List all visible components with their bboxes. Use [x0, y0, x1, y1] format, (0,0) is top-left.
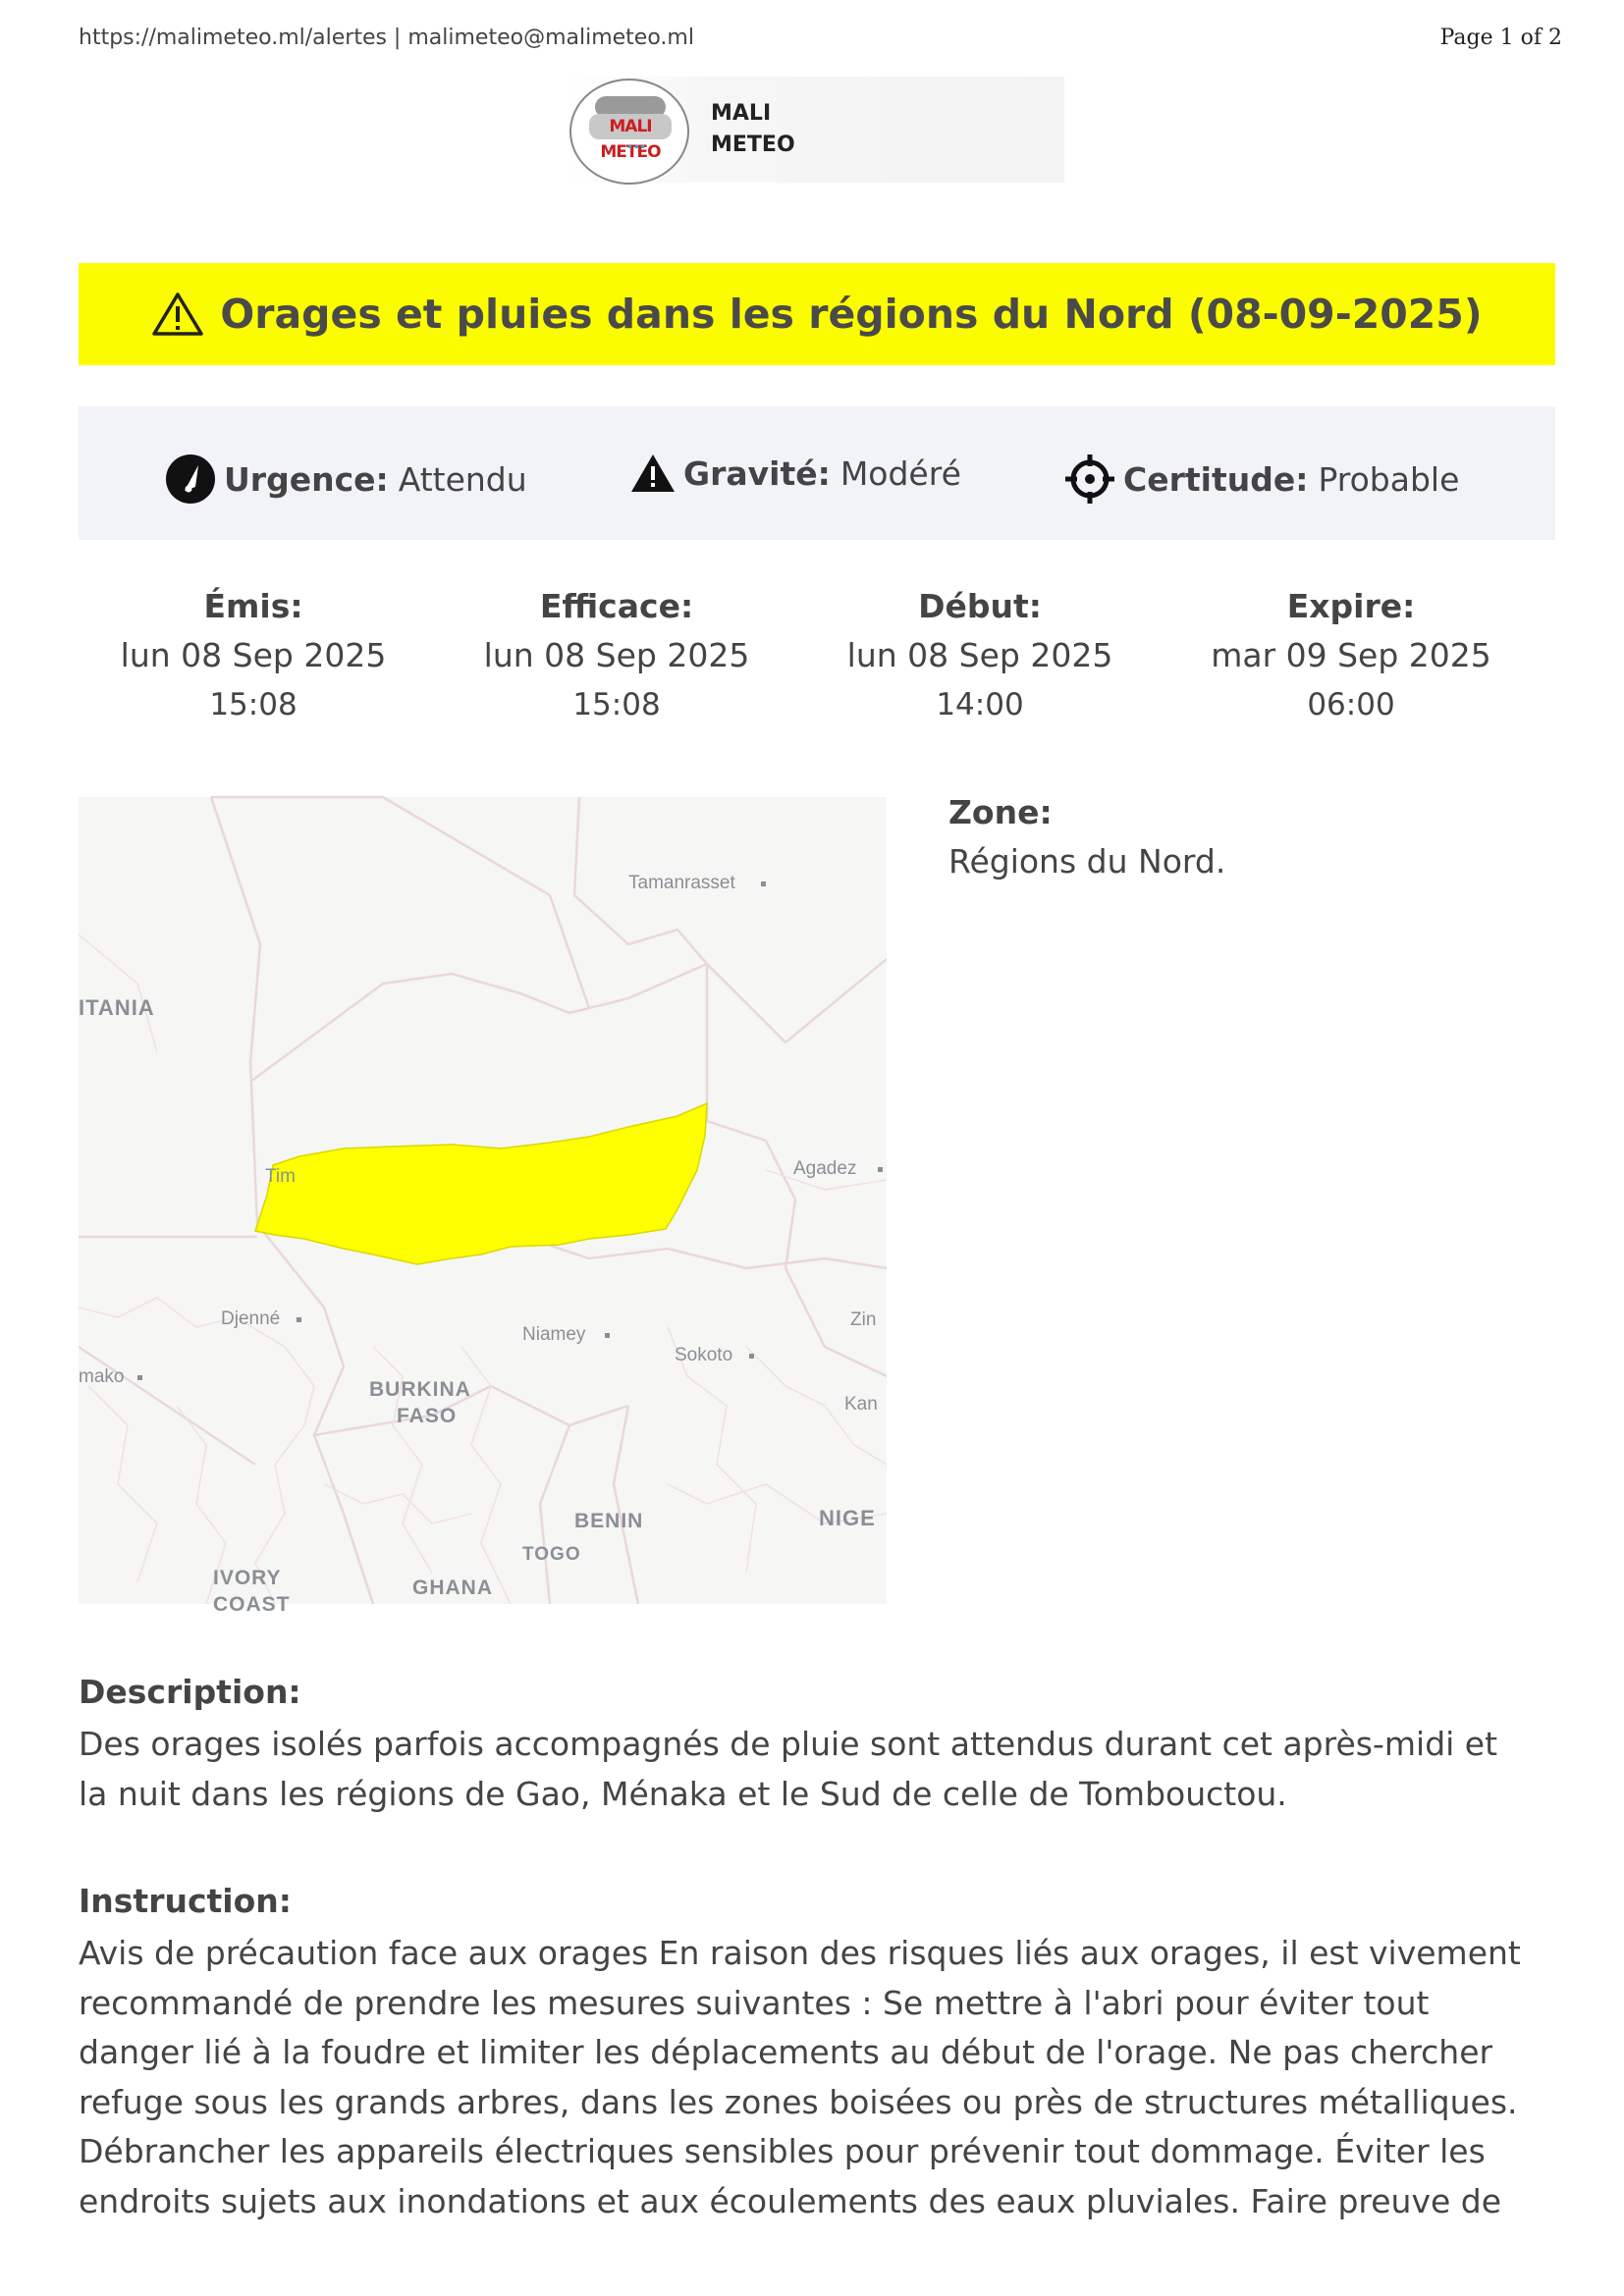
date-value: lun 08 Sep 2025 [483, 636, 750, 674]
meta-certainty-label: Certitude: [1123, 459, 1309, 499]
meta-urgency-label: Urgence: [224, 459, 389, 499]
alert-map [79, 797, 887, 1616]
logo [562, 77, 1064, 183]
meta-certainty [1064, 454, 1459, 505]
date-expires [1184, 585, 1518, 728]
warning-icon [630, 454, 676, 493]
map-label-nigeria: NIGE [819, 1506, 876, 1530]
date-label: Début: [918, 587, 1042, 625]
instruction-label: Instruction: [79, 1882, 292, 1920]
instruction-line: endroits sujets aux inondations et aux écoulements des eaux pluviales. Faire preuve de [79, 2181, 1502, 2220]
date-label: Émis: [203, 587, 303, 625]
map-label-ivory-1: IVORY [213, 1567, 282, 1589]
map-label-niamey: Niamey [522, 1324, 586, 1345]
page-header-source: https://malimeteo.ml/alertes | malimeteo@malimeteo.ml [79, 26, 694, 50]
meta-severity [630, 454, 961, 493]
logo-text [711, 98, 795, 161]
logo-text-line2: METEO [711, 133, 795, 157]
instruction-text [79, 1929, 1561, 2226]
meta-certainty-value: Probable [1318, 459, 1460, 499]
meta-urgency [165, 454, 527, 505]
map-label-timbuktu: Tim [265, 1166, 296, 1187]
map-label-djenne: Djenné [221, 1308, 281, 1329]
date-label: Efficace: [539, 587, 694, 625]
instruction-line: recommandé de prendre les mesures suivantes : Se mettre à l'abri pour éviter tout [79, 1983, 1430, 2022]
description-line: la nuit dans les régions de Gao, Ménaka et le Sud de celle de Tombouctou. [79, 1774, 1287, 1813]
description-line: Des orages isolés parfois accompagnés de pluie sont attendus durant cet après-midi et [79, 1725, 1498, 1763]
map-label-burkina-1: BURKINA [369, 1378, 471, 1401]
alert-banner [79, 263, 1555, 365]
raindrops-icon [628, 145, 644, 156]
description-label: Description: [79, 1673, 301, 1711]
crosshair-icon [1064, 454, 1115, 505]
date-value: mar 09 Sep 2025 [1211, 636, 1491, 674]
warning-icon [151, 291, 204, 338]
meta-severity-value: Modéré [839, 454, 961, 493]
instruction-line: Avis de précaution face aux orages En raison des risques liés aux orages, il est vivement [79, 1934, 1521, 1972]
time-value: 15:08 [209, 687, 298, 722]
map-label-burkina-2: FASO [397, 1405, 458, 1427]
map-label-benin: BENIN [574, 1510, 644, 1532]
map-label-mauritania: ITANIA [79, 995, 155, 1020]
instruction-line: danger lié à la foudre et limiter les déplacements au début de l'orage. Ne pas chercher [79, 2033, 1493, 2071]
instruction-line: Débrancher les appareils électriques sensibles pour prévenir tout dommage. Éviter les [79, 2132, 1486, 2170]
meta-severity-label: Gravité: [683, 454, 831, 493]
instruction-line: refuge sous les grands arbres, dans les zones boisées ou près de structures métalliques. [79, 2082, 1518, 2121]
time-value: 06:00 [1307, 687, 1395, 722]
map-label-ivory-2: COAST [213, 1593, 291, 1616]
logo-wordmark: MALI METEO [589, 114, 672, 139]
map-label-agadez: Agadez [793, 1158, 857, 1179]
map-label-bamako: mako [79, 1366, 125, 1387]
logo-emblem [569, 79, 689, 185]
map-label-sokoto: Sokoto [675, 1345, 733, 1365]
map-label-ghana: GHANA [412, 1576, 493, 1599]
description-text [79, 1720, 1561, 1819]
date-label: Expire: [1286, 587, 1416, 625]
logo-text-line1: MALI [711, 101, 772, 126]
time-value: 14:00 [936, 687, 1024, 722]
page-number: Page 1 of 2 [1439, 26, 1562, 50]
speedometer-icon [165, 454, 216, 505]
map-label-togo: TOGO [522, 1544, 581, 1565]
alert-dates [79, 585, 1555, 722]
map-label-tamanrasset: Tamanrasset [628, 873, 735, 893]
zone-label: Zone: [948, 793, 1053, 831]
date-value: lun 08 Sep 2025 [846, 636, 1113, 674]
time-value: 15:08 [572, 687, 661, 722]
meta-urgency-value: Attendu [398, 459, 527, 499]
alert-meta [79, 406, 1555, 540]
alert-title: Orages et pluies dans les régions du Nord (08-09-2025) [220, 291, 1483, 338]
date-effective [450, 585, 784, 728]
date-issued [86, 585, 420, 728]
map-label-zinder: Zin [850, 1309, 877, 1330]
zone-value: Régions du Nord. [948, 842, 1226, 881]
date-value: lun 08 Sep 2025 [120, 636, 387, 674]
map-canvas [79, 797, 887, 1616]
map-label-kano: Kan [844, 1394, 878, 1415]
date-onset [813, 585, 1147, 728]
